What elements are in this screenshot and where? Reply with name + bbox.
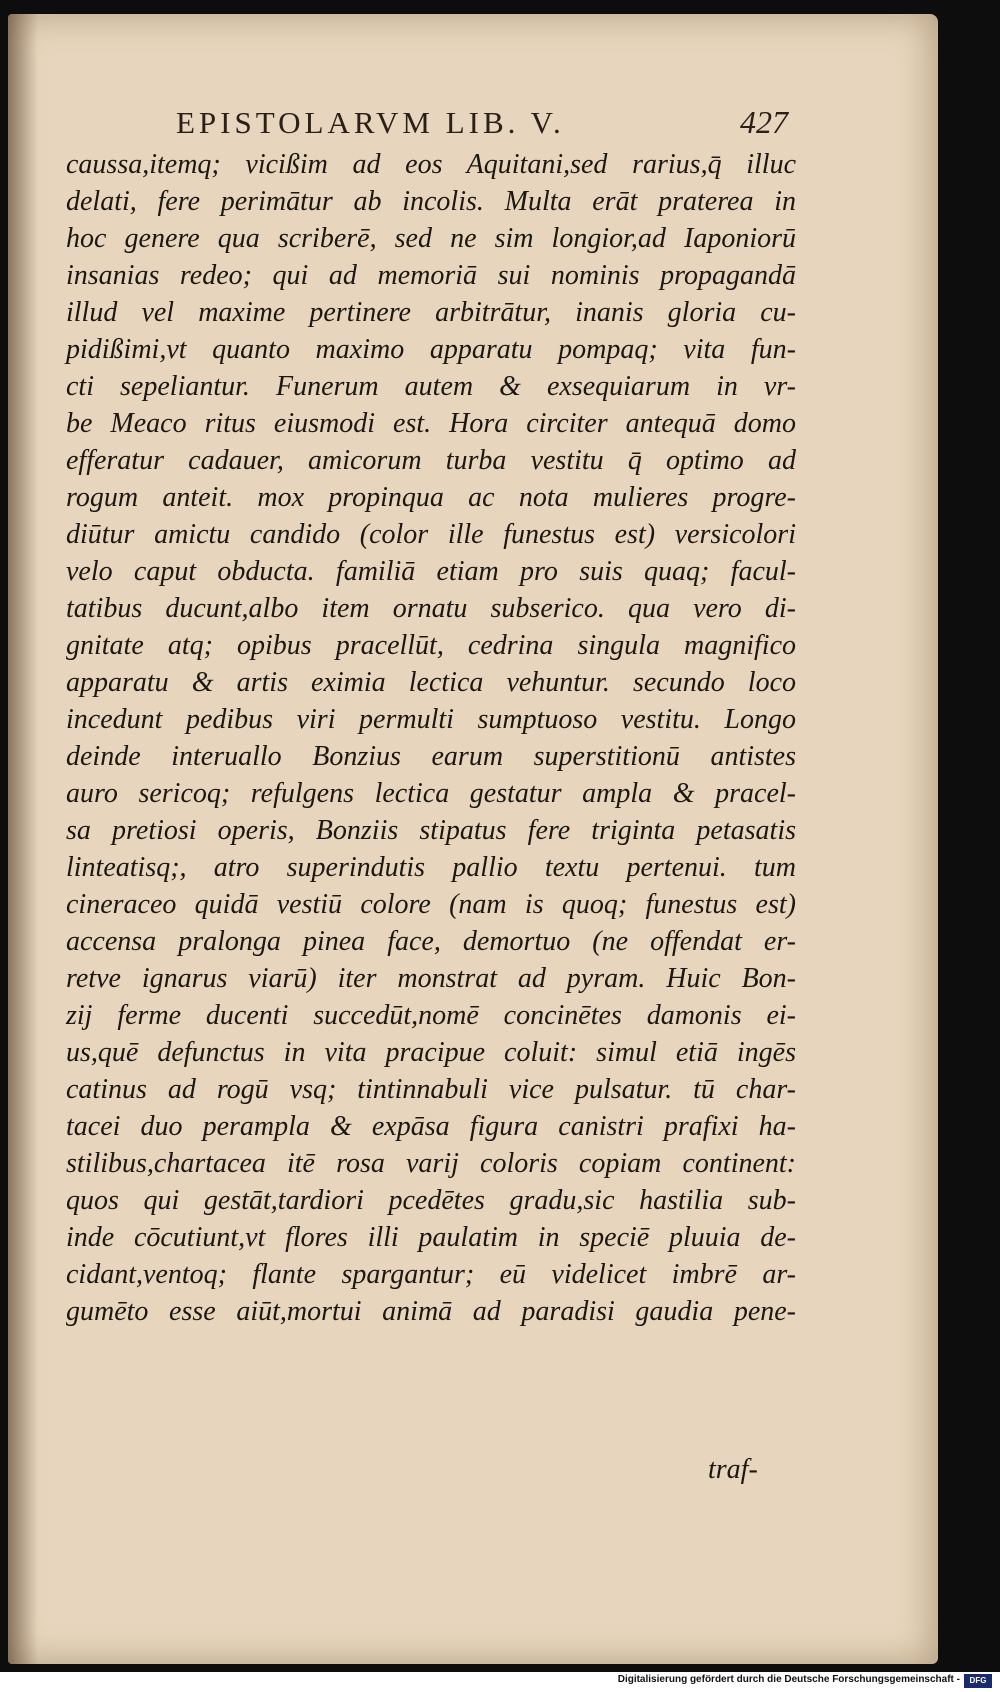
text-line: diūtur amictu candido (color ille funestus est) versicolori bbox=[66, 519, 796, 550]
text-line: velo caput obducta. familiā etiam pro suis quaq; facul- bbox=[66, 556, 796, 587]
text-line: gnitate atq; opibus pracellūt, cedrina singula magnifico bbox=[66, 630, 796, 661]
text-line: efferatur cadauer, amicorum turba vestitu q̄ optimo ad bbox=[66, 445, 796, 476]
text-line: sa pretiosi operis, Bonziis stipatus fere triginta petasatis bbox=[66, 815, 796, 846]
book-page bbox=[8, 14, 938, 1664]
text-line: stilibus,chartacea itē rosa varij coloris copiam continent: bbox=[66, 1148, 796, 1179]
text-line: pidißimi,vt quanto maximo apparatu pompaq; vita fun- bbox=[66, 334, 796, 365]
text-line: apparatu & artis eximia lectica vehuntur. secundo loco bbox=[66, 667, 796, 698]
text-line: deinde interuallo Bonzius earum superstitionū antistes bbox=[66, 741, 796, 772]
text-line: inde cōcutiunt,vt flores illi paulatim in speciē pluuia de- bbox=[66, 1222, 796, 1253]
text-line: us,quē defunctus in vita pracipue coluit: simul etiā ingēs bbox=[66, 1037, 796, 1068]
funding-credit: Digitalisierung gefördert durch die Deutsche Forschungsgemeinschaft - bbox=[617, 1674, 960, 1685]
page-number: 427 bbox=[740, 104, 788, 140]
text-line: retve ignarus viarū) iter monstrat ad pyram. Huic Bon- bbox=[66, 963, 796, 994]
text-line: auro sericoq; refulgens lectica gestatur ampla & pracel- bbox=[66, 778, 796, 809]
text-line: tatibus ducunt,albo item ornatu subserico. qua vero di- bbox=[66, 593, 796, 624]
text-line: accensa pralonga pinea face, demortuo (ne offendat er- bbox=[66, 926, 796, 957]
text-line: illud vel maxime pertinere arbitrātur, inanis gloria cu- bbox=[66, 297, 796, 328]
body-text bbox=[66, 146, 796, 1330]
text-line: incedunt pedibus viri permulti sumptuoso vestitu. Longo bbox=[66, 704, 796, 735]
dfg-logo-icon: DFG bbox=[964, 1674, 992, 1688]
text-line: caussa,itemq; vicißim ad eos Aquitani,sed rarius,q̄ illuc bbox=[66, 149, 796, 180]
text-line: cidant,ventoq; flante spargantur; eū videlicet imbrē ar- bbox=[66, 1259, 796, 1290]
text-line: gumēto esse aiūt,mortui animā ad paradisi gaudia pene- bbox=[66, 1296, 796, 1327]
text-line: hoc genere qua scriberē, sed ne sim longior,ad Iaponiorū bbox=[66, 223, 796, 254]
digitization-footer bbox=[0, 1672, 1000, 1692]
text-line: zij ferme ducenti succedūt,nomē concinētes damonis ei- bbox=[66, 1000, 796, 1031]
text-line: catinus ad rogū vsq; tintinnabuli vice pulsatur. tū char- bbox=[66, 1074, 796, 1105]
text-line: quos qui gestāt,tardiori pcedētes gradu,sic hastilia sub- bbox=[66, 1185, 796, 1216]
running-head bbox=[108, 104, 788, 148]
text-line: delati, fere perimātur ab incolis. Multa erāt praterea in bbox=[66, 186, 796, 217]
text-line: linteatisq;, atro superindutis pallio textu pertenui. tum bbox=[66, 852, 796, 883]
text-line: cineraceo quidā vestiū colore (nam is quoq; funestus est) bbox=[66, 889, 796, 920]
text-line: insanias redeo; qui ad memoriā sui nominis propagandā bbox=[66, 260, 796, 291]
text-line: rogum anteit. mox propinqua ac nota mulieres progre- bbox=[66, 482, 796, 513]
catchword: traf- bbox=[708, 1454, 758, 1485]
page-gutter bbox=[8, 14, 38, 1664]
running-title: EPISTOLARVM LIB. V. bbox=[176, 105, 565, 140]
text-line: tacei duo perampla & expāsa figura canistri prafixi ha- bbox=[66, 1111, 796, 1142]
text-line: cti sepeliantur. Funerum autem & exsequiarum in vr- bbox=[66, 371, 796, 402]
text-line: be Meaco ritus eiusmodi est. Hora circiter antequā domo bbox=[66, 408, 796, 439]
